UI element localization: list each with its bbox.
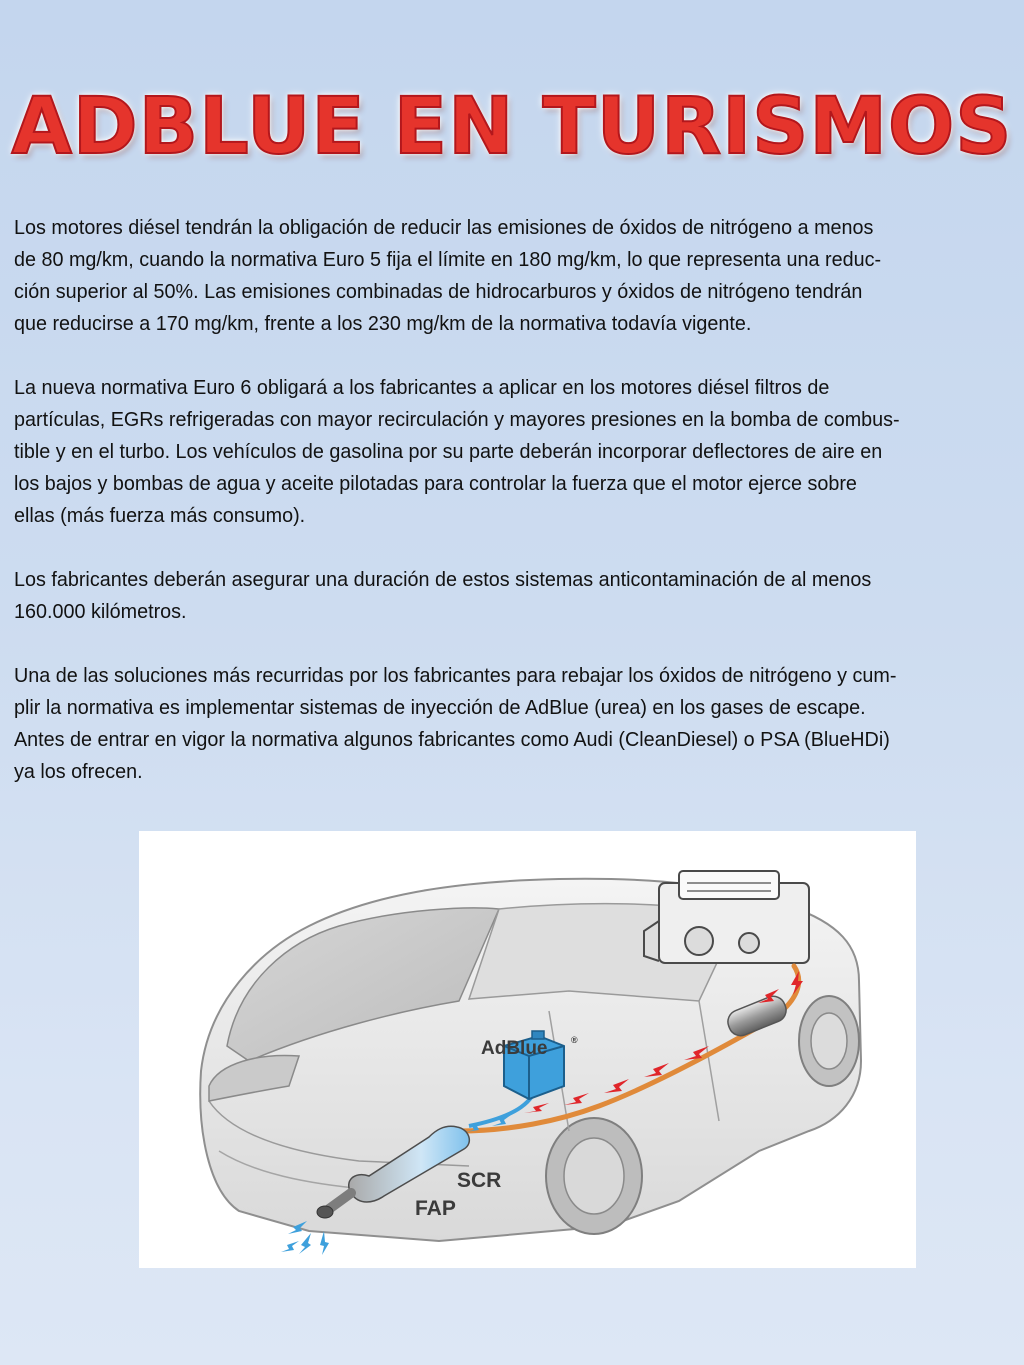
page-title: ADBLUE EN TURISMOS [11,82,1013,172]
paragraph-emissions: Los motores diésel tendrán la obligación de reducir las emisiones de óxidos de nitrógeno a menos de 80 mg/km, cuando la normativa Euro 5 fija el límite en 180 mg/km, lo que representa una reduc- ción superior al 50%. Las emisiones combinadas de hidrocarburos y óxidos de nitrógeno tendrán que reducirse a 170 mg/km, frente a los 230 mg/km de la normativa todavía vigente. [14,216,882,335]
scr-label: SCR [457,1169,502,1192]
adblue-registered-mark: ® [571,1035,578,1045]
paragraph-durability: Los fabricantes deberán asegurar una duración de estos sistemas anticontaminación de al menos 160.000 kilómetros. [14,568,872,623]
car-illustration [139,831,916,1268]
engine-block [644,871,809,963]
adblue-system-diagram [139,831,916,1268]
paragraph-euro6: La nueva normativa Euro 6 obligará a los fabricantes a aplicar en los motores diésel filtros de partículas, EGRs refrigeradas con mayor recirculación y mayores presiones en la bomba de combus- tible y en el turbo. Los vehículos de gasolina por su parte deberán incorporar deflectores de aire en los bajos y bombas de agua y aceite pilotadas para controlar la fuerza que el motor ejerce sobre ellas (más fuerza más consumo). [14,376,900,527]
article-body [14,212,969,820]
paragraph-adblue: Una de las soluciones más recurridas por los fabricantes para rebajar los óxidos de nitrógeno y cum- plir la normativa es implementar sistemas de inyección de AdBlue (urea) en los gases de escape. Antes de entrar en vigor la normativa algunos fabricantes como Audi (CleanDiesel) o PSA (BlueHDi) ya los ofrecen. [14,664,897,783]
fap-label: FAP [415,1197,456,1220]
adblue-label: AdBlue [481,1038,548,1059]
